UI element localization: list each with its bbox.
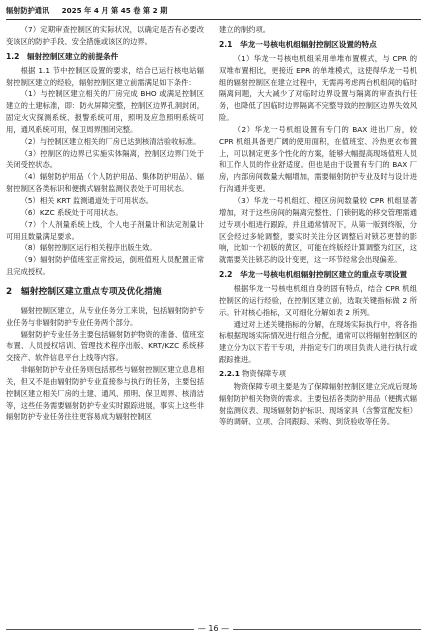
list-item: （4）辐射防护用品（个人防护用品、集体防护用品）、辐射控制区各类标识和便携式辐射监测仪表处于可用状态。 bbox=[6, 172, 204, 194]
footer-rule-left bbox=[6, 629, 194, 630]
paragraph: （3）华龙一号机组红、橙区房间数量较 CPR 机组显著增加，对于这些房间的隔离完整性、门锁钥匙的移交管理需通过专项小组进行跟踪，并且通常情况下，从第一版到终版，分区会经过多轮调整，要实时关注分区调整后对锁芯更替的影响，比如一个初版的黄区，可能在终版经计算调整为红区，这就需要关注锁芯的设计变更，这一环节经常会出现偏差。 bbox=[219, 195, 417, 265]
paragraph: 建立的制约项。 bbox=[219, 25, 271, 34]
paragraph: （1）华龙一号核电机组采用单堆布置模式，与 CPR 的双堆布置相比，更接近 EPR 的单堆模式，这使得华龙一号机组的辐射控制区在建立过程中，无需再考虑两台机组间的临时隔离问题，大大减少了对临时边界设置与隔离的审查执行任务，也降低了因临时边界隔离不完整导致的控制区边界失效风险。 bbox=[219, 53, 417, 123]
header-rule bbox=[6, 19, 421, 20]
running-header bbox=[6, 4, 421, 18]
list-item: （2）与控制区建立相关的厂房已达到核清洁验收标准。 bbox=[20, 136, 201, 146]
paragraph: 物资保障专项主要是为了保障辐射控制区建立完成后现场辐射防护相关物资的需求。主要包括各类防护用品（便携式辐射监测仪表、现场辐射防护标识、现场家具（含警宣配发柜）等的调研、立项、合同跟踪、采购、到货验收等任务。 bbox=[219, 381, 417, 427]
subsection-number: 2.2.1 bbox=[219, 368, 240, 378]
paragraph: （7）定期审查控制区的实际状况，以确定是否有必要改变该区的防护手段、安全措施或该区的边界。 bbox=[6, 25, 204, 46]
list-item: （7）个人剂量系统上线，个人电子剂量计和法定剂量计可用且数量满足要求。 bbox=[6, 219, 204, 241]
subsection-heading-2-2-1 bbox=[219, 368, 417, 380]
paragraph: （2）华龙一号机组设置有专门的 BAX 进出厂房，较 CPR 机组具备更广阔的使用面积，在值班室、冷热更衣布置上，可以制定更多个性化的方案，能够大幅提高现场值班人员和工作人员的作业舒适度。但也是由于设置有专门的 BAX 厂房，内部房间数量大幅增加，需要辐射防护专业及时与设计进行沟通并变更。 bbox=[219, 124, 417, 194]
issue-info: 2025 年 4 月 第 45 卷 第 2 期 bbox=[61, 6, 168, 15]
list-item: （8）辐射控制区运行相关程序出版生效。 bbox=[20, 243, 157, 253]
list-item: （5）相关 KRT 监测通道处于可用状态。 bbox=[20, 195, 154, 205]
right-column bbox=[219, 24, 417, 620]
paragraph: 通过对上述关键指标的分解，在现场实际执行中，将各指标根据现场实际情况进行组合分配，通常可以将辐射控制区的建立分为以下若干专项，并指定专门的项目负责人进行执行或跟踪推进。 bbox=[219, 319, 417, 365]
subsection-title: 物资保障专项 bbox=[242, 368, 286, 378]
journal-name: 辐射防护通讯 bbox=[6, 6, 50, 15]
section-heading-1-2: 1.2 辐射控制区建立的前提条件 bbox=[6, 51, 119, 61]
section-heading-2: 2 辐射控制区建立重点专项及优化措施 bbox=[6, 286, 162, 297]
list-item: （3）控制区的边界已实施实体隔离，控制区边界门处于关闭受控状态。 bbox=[6, 148, 204, 170]
paragraph: 根据 1.1 节中控制区设置的要求，结合已运行核电站辐射控制区建立的经验，辐射控制区建立前需满足如下条件： bbox=[6, 65, 204, 87]
list-item: （6）KZC 系统处于可用状态。 bbox=[20, 207, 123, 217]
section-heading-2-2: 2.2 华龙一号核电机组辐射控制区建立的重点专项设置 bbox=[219, 270, 408, 280]
page-number: — 16 — bbox=[197, 624, 230, 633]
left-column bbox=[6, 24, 204, 620]
list-item: （9）辐射防护值班室正常投运，倒班值班人员配置正常且完成授权。 bbox=[6, 255, 204, 277]
paragraph: 根据华龙一号核电机组自身的固有特点，结合 CPR 机组控制区的运行经验，在控制区建立前，选取关键指标做 2 所示。针对核心指标，又可细化分解如表 2 所列。 bbox=[219, 284, 417, 317]
paragraph: 辐射防护专业任务主要包括辐射防护物资的准备、值班室布置、人员授权培训、管理技术程序出版、KRT/KZC 系统移交接产、软件信息平台上线等内容。 bbox=[6, 329, 204, 363]
paragraph: 非辐射防护专业任务则包括那些与辐射控制区建立息息相关，但又不是由辐射防护专业直接参与执行的任务，主要包括控制区建立相关厂房的土建、通风、照明、保卫周界、核清洁等，这些任务需要辐射防护专业实时跟踪进展，事实上这些非辐射防护专业任务往往更容易成为辐射控制区 bbox=[6, 365, 204, 422]
footer-rule-right bbox=[233, 629, 421, 630]
paragraph: 辐射控制区建立，从专业任务分工来说，包括辐射防护专业任务与非辐射防护专业任务两个部分。 bbox=[6, 305, 204, 327]
list-item: （1）与控制区建立相关的厂房完成 BHO 或满足控制区建立的土建标准，即：防火屏障完整，控制区边界孔洞封闭，固定火灾探测系统、报警系统可用，照明及应急照明系统可用，通风系统可用，保卫周界围闭完整。 bbox=[6, 89, 204, 134]
section-heading-2-1: 2.1 华龙一号核电机组辐射控制区设置的特点 bbox=[219, 39, 377, 49]
